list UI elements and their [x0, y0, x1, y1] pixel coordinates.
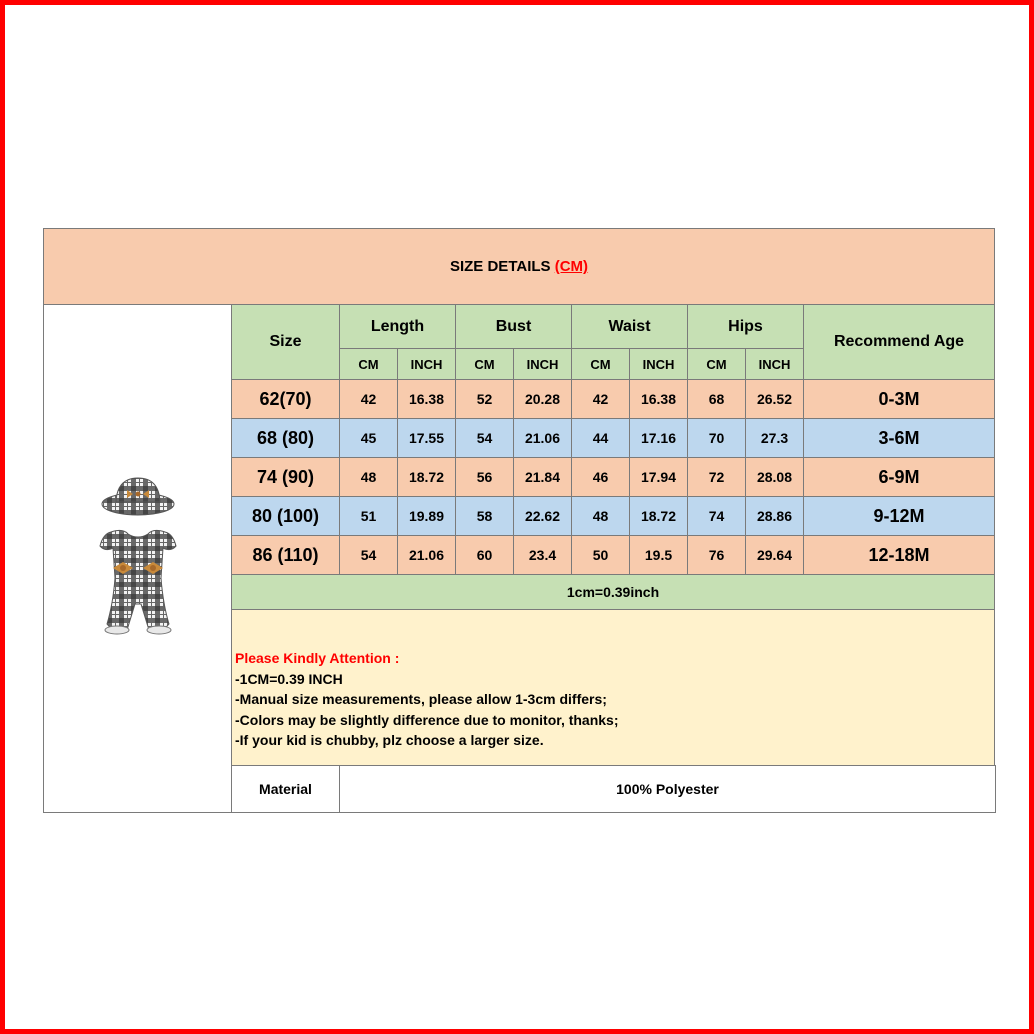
product-image — [44, 305, 232, 813]
conversion-note: 1cm=0.39inch — [232, 575, 995, 610]
size-cell: 80 (100) — [232, 497, 340, 536]
size-cell: 68 (80) — [232, 419, 340, 458]
value-cell: 21.06 — [514, 419, 572, 458]
value-cell: 46 — [572, 458, 630, 497]
note-line: -Colors may be slightly difference due to monitor, thanks; — [235, 711, 619, 728]
age-cell: 6-9M — [804, 458, 995, 497]
value-cell: 16.38 — [630, 380, 688, 419]
value-cell: 28.08 — [746, 458, 804, 497]
value-cell: 17.55 — [398, 419, 456, 458]
value-cell: 27.3 — [746, 419, 804, 458]
value-cell: 70 — [688, 419, 746, 458]
age-cell: 0-3M — [804, 380, 995, 419]
age-cell: 3-6M — [804, 419, 995, 458]
value-cell: 20.28 — [514, 380, 572, 419]
size-cell: 86 (110) — [232, 536, 340, 575]
value-cell: 48 — [340, 458, 398, 497]
value-cell: 54 — [456, 419, 514, 458]
unit-inch: INCH — [630, 349, 688, 380]
value-cell: 26.52 — [746, 380, 804, 419]
value-cell: 17.94 — [630, 458, 688, 497]
header-hips: Hips — [688, 305, 804, 349]
value-cell: 21.84 — [514, 458, 572, 497]
value-cell: 48 — [572, 497, 630, 536]
value-cell: 44 — [572, 419, 630, 458]
value-cell: 50 — [572, 536, 630, 575]
value-cell: 16.38 — [398, 380, 456, 419]
value-cell: 74 — [688, 497, 746, 536]
size-details-title — [44, 229, 995, 305]
value-cell: 68 — [688, 380, 746, 419]
unit-cm: CM — [688, 349, 746, 380]
value-cell: 21.06 — [398, 536, 456, 575]
title-unit: (CM) — [554, 258, 589, 275]
note-line: -Manual size measurements, please allow 1-3cm differs; — [235, 691, 607, 707]
value-cell: 60 — [456, 536, 514, 575]
value-cell: 56 — [456, 458, 514, 497]
value-cell: 19.5 — [630, 536, 688, 575]
attention-notes — [232, 610, 995, 766]
value-cell: 19.89 — [398, 497, 456, 536]
value-cell: 45 — [340, 419, 398, 458]
header-length: Length — [340, 305, 456, 349]
unit-cm: CM — [340, 349, 398, 380]
header-waist: Waist — [572, 305, 688, 349]
size-chart-table — [43, 228, 996, 813]
unit-inch: INCH — [746, 349, 804, 380]
value-cell: 29.64 — [746, 536, 804, 575]
age-cell: 12-18M — [804, 536, 995, 575]
unit-inch: INCH — [398, 349, 456, 380]
header-recommend-age: Recommend Age — [804, 305, 995, 380]
material-value: 100% Polyester — [340, 766, 996, 813]
value-cell: 22.62 — [514, 497, 572, 536]
value-cell: 72 — [688, 458, 746, 497]
value-cell: 52 — [456, 380, 514, 419]
value-cell: 18.72 — [630, 497, 688, 536]
value-cell: 42 — [340, 380, 398, 419]
value-cell: 23.4 — [514, 536, 572, 575]
value-cell: 58 — [456, 497, 514, 536]
value-cell: 76 — [688, 536, 746, 575]
note-line: -If your kid is chubby, plz choose a larger size. — [235, 732, 544, 748]
value-cell: 42 — [572, 380, 630, 419]
note-line: -1CM=0.39 INCH — [235, 670, 343, 687]
material-label: Material — [232, 766, 340, 813]
attention-heading: Please Kindly Attention : — [235, 650, 400, 666]
header-size: Size — [232, 305, 340, 380]
value-cell: 28.86 — [746, 497, 804, 536]
value-cell: 18.72 — [398, 458, 456, 497]
header-bust: Bust — [456, 305, 572, 349]
unit-cm: CM — [572, 349, 630, 380]
size-cell: 74 (90) — [232, 458, 340, 497]
unit-inch: INCH — [514, 349, 572, 380]
title-text: SIZE DETAILS — [449, 258, 555, 275]
value-cell: 54 — [340, 536, 398, 575]
value-cell: 17.16 — [630, 419, 688, 458]
plaid-romper-with-bucket-hat-image — [83, 474, 193, 644]
unit-cm: CM — [456, 349, 514, 380]
size-cell: 62(70) — [232, 380, 340, 419]
age-cell: 9-12M — [804, 497, 995, 536]
value-cell: 51 — [340, 497, 398, 536]
